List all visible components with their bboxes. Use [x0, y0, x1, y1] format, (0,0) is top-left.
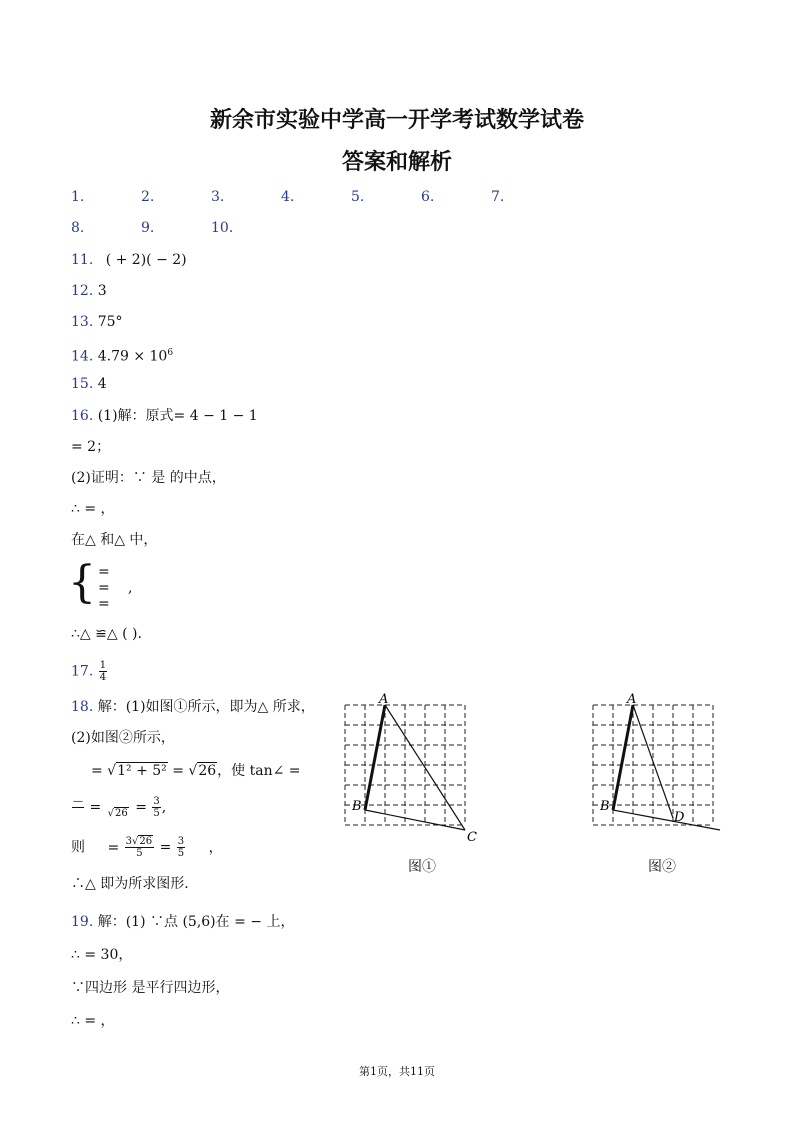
- q18-line5-eq: =: [107, 839, 120, 856]
- q18-frac-b: [107, 796, 130, 819]
- q18-line-4: [71, 796, 166, 819]
- answer-1: 1.: [71, 189, 85, 205]
- q17-number: 17.: [71, 663, 94, 680]
- q13-line: [71, 313, 123, 331]
- q19-line-4: ∴ = ，: [71, 1013, 115, 1029]
- q16-line-6: ∴△ ≌△ ( ).: [71, 626, 142, 642]
- q16-system-eq-2: =: [98, 580, 110, 596]
- fig1-label-c: C: [467, 830, 477, 845]
- q16-system-comma: ,: [128, 580, 133, 596]
- q18-line-1: [71, 698, 315, 716]
- q16-system-eq-1: =: [98, 564, 110, 580]
- q11-answer: ( + 2)( − 2): [105, 252, 187, 268]
- q19-number: 19.: [71, 914, 94, 930]
- q18-frac-e-num: 3: [177, 836, 185, 847]
- q18-frac-c: [152, 796, 160, 819]
- q18-text-1: 解：(1)如图①所示，即为△ 所求，: [97, 699, 315, 715]
- q18-line5-prefix: 则: [71, 839, 85, 856]
- q18-radicand-2: 26: [198, 763, 217, 779]
- fig2-label-a: A: [627, 692, 637, 707]
- q14-answer-exponent: 6: [167, 348, 174, 358]
- q16-line-5: 在△ 和△ 中，: [71, 532, 158, 548]
- q13-number: 13.: [71, 314, 94, 330]
- q18-frac-d-coef: 3: [125, 836, 133, 847]
- q18-line-6: ∴△ 即为所求图形.: [71, 876, 189, 892]
- q18-number: 18.: [71, 699, 94, 715]
- q18-frac-d-radicand: 26: [139, 836, 153, 847]
- q16-system-eq-3: =: [98, 596, 110, 612]
- q18-line4-end: ,: [161, 799, 167, 816]
- q14-number: 14.: [71, 348, 94, 365]
- fig1-label-b: B: [352, 799, 362, 814]
- q18-frac-c-den: 5: [153, 808, 160, 819]
- q11-number: 11.: [71, 252, 94, 268]
- q16-system-brace: {: [68, 557, 96, 608]
- q18-eq-a: =: [91, 763, 103, 779]
- q19-text-1: 解：(1) ∵点 (5,6)在 = − 上，: [97, 914, 295, 930]
- q15-answer: 4: [97, 376, 107, 392]
- q16-line-4: ∴ = ，: [71, 501, 115, 517]
- q17-fraction: [99, 660, 107, 683]
- answer-10: 10.: [211, 220, 234, 236]
- q15-line: [71, 375, 107, 393]
- answer-5: 5.: [351, 189, 365, 205]
- answer-9: 9.: [141, 220, 155, 236]
- q18-frac-e-den: 5: [177, 848, 185, 859]
- q18-radicand-1: 1² + 5²: [117, 763, 167, 779]
- q12-line: [71, 282, 107, 300]
- fig2-label-b: B: [600, 799, 610, 814]
- figure-2-caption: 图②: [648, 859, 676, 875]
- answer-3: 3.: [211, 189, 225, 205]
- q18-frac-c-num: 3: [153, 796, 160, 807]
- figure-1-grid-triangle: [335, 690, 485, 845]
- q18-frac-d-num: 3√26: [125, 836, 153, 847]
- q18-frac-a-num: —: [73, 796, 83, 807]
- figure-1-caption: 图①: [408, 859, 436, 875]
- q16-line-2: = 2；: [71, 439, 111, 455]
- q19-line-1: [71, 913, 294, 931]
- q18-line5-eq2: =: [159, 839, 172, 856]
- answer-2: 2.: [141, 189, 155, 205]
- q19-line-3: ∵四边形 是平行四边形，: [71, 980, 230, 996]
- q18-line4-eq2: =: [135, 799, 147, 816]
- page-title: 新余市实验中学高一开学考试数学试卷: [209, 108, 584, 133]
- page-subtitle: 答案和解析: [341, 150, 452, 175]
- answer-8: 8.: [71, 220, 85, 236]
- q18-frac-a: [72, 796, 84, 819]
- q17-numerator: 1: [99, 660, 107, 671]
- q18-line-2: (2)如图②所示，: [71, 730, 175, 746]
- q15-number: 15.: [71, 376, 94, 392]
- fig2-label-d: D: [674, 810, 685, 825]
- q18-line-3: = √1² + 5² = √26，使 tan∠ =: [91, 763, 301, 779]
- q18-line-5: [71, 836, 223, 859]
- answer-4: 4.: [281, 189, 295, 205]
- answer-7: 7.: [491, 189, 505, 205]
- q12-answer: 3: [97, 283, 107, 299]
- q16-line-3: (2)证明：∵ 是 的中点，: [71, 470, 226, 486]
- fig1-label-a: A: [379, 692, 389, 707]
- q16-number: 16.: [71, 408, 94, 424]
- q18-line5-end: ，: [208, 839, 223, 856]
- q13-answer: 75°: [97, 314, 123, 330]
- q14-line: [71, 344, 173, 366]
- q18-line4-eq: =: [89, 799, 102, 816]
- answer-6: 6.: [421, 189, 435, 205]
- q18-eq-c: =: [172, 763, 184, 779]
- q18-frac-b-den: √26: [107, 808, 128, 819]
- q17-line: [71, 660, 108, 683]
- q16-line-1: [71, 407, 258, 425]
- figure-2-grid-triangle: [585, 690, 735, 845]
- q14-answer-base: 4.79 × 10: [97, 348, 168, 365]
- q18-frac-d: [125, 836, 154, 859]
- q18-frac-b-radicand: 26: [115, 808, 128, 819]
- q19-line-2: ∴ = 30，: [71, 947, 133, 963]
- q18-tan-text: ，使 tan∠ =: [217, 763, 301, 779]
- q18-frac-d-den: 5: [136, 848, 143, 859]
- q12-number: 12.: [71, 283, 94, 299]
- q16-text-1: (1)解：原式= 4 − 1 − 1: [97, 408, 258, 424]
- page-footer: 第1页，共11页: [359, 1065, 435, 1078]
- q18-frac-e: [177, 836, 185, 859]
- q17-denominator: 4: [99, 672, 107, 683]
- q11-line: [71, 251, 187, 269]
